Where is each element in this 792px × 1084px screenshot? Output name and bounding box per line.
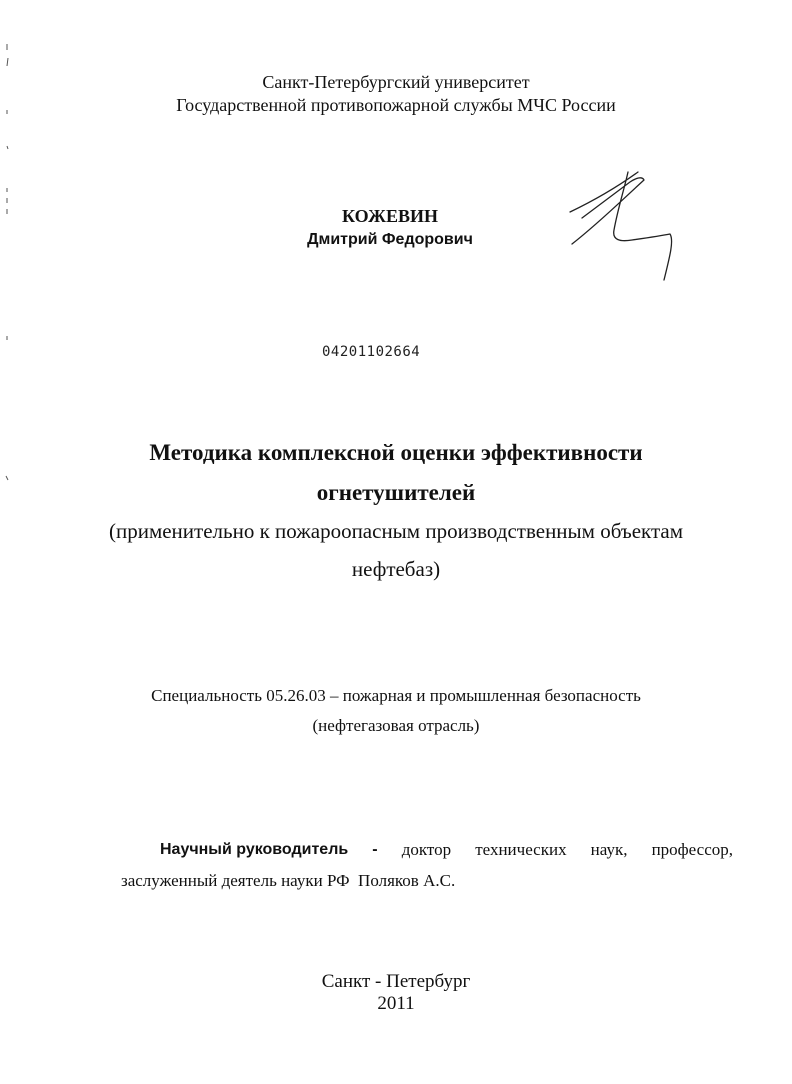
title-line-2: огнетушителей: [316, 480, 476, 505]
specialty-block: [0, 681, 792, 741]
scan-mark: [7, 146, 8, 149]
subtitle-line-1: (применительно к пожароопасным производственным объектам: [108, 519, 684, 543]
thesis-title: [0, 433, 792, 513]
inventory-number: 04201102664: [322, 344, 421, 360]
advisor-dash: -: [372, 841, 378, 858]
university-header: [0, 71, 792, 117]
thesis-subtitle: [0, 512, 792, 588]
handwritten-signature: [560, 160, 690, 285]
author-surname: КОЖЕВИН: [342, 206, 438, 226]
scan-mark: [7, 58, 8, 66]
advisor-word: наук,: [590, 840, 628, 859]
advisor-word: профессор,: [651, 840, 733, 859]
title-line-1: Методика комплексной оценки эффективности: [149, 440, 643, 465]
advisor-line-2: заслуженный деятель науки РФ Поляков А.С.: [121, 871, 456, 890]
specialty-line-2: (нефтегазовая отрасль): [312, 716, 480, 735]
university-line-1: Санкт-Петербургский университет: [262, 72, 530, 92]
advisor-word: доктор: [401, 840, 452, 859]
year: 2011: [377, 993, 415, 1014]
subtitle-line-2: нефтебаз): [351, 557, 441, 581]
advisor-label: Научный руководитель: [160, 841, 349, 858]
city: Санкт - Петербург: [321, 971, 471, 992]
university-line-2: Государственной противопожарной службы МЧС России: [176, 95, 616, 115]
specialty-line-1: Специальность 05.26.03 – пожарная и промышленная безопасность: [151, 686, 641, 705]
author-block: [250, 205, 530, 251]
advisor-line-1: [160, 838, 733, 862]
place-and-year: [0, 971, 792, 1015]
author-given-names: Дмитрий Федорович: [307, 231, 473, 248]
advisor-word: технических: [475, 840, 567, 859]
